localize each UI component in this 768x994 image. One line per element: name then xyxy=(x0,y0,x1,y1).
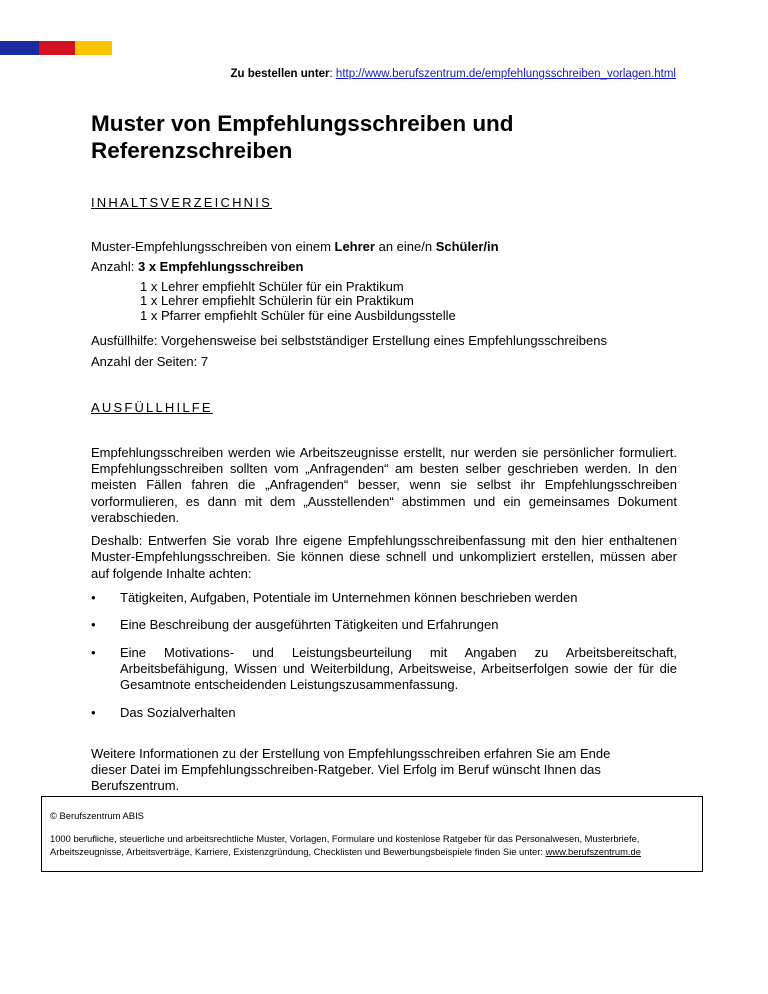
toc-letter-item: 1 x Lehrer empfiehlt Schülerin für ein Praktikum xyxy=(140,293,414,309)
toc-letter-item: 1 x Pfarrer empfiehlt Schüler für eine Ausbildungsstelle xyxy=(140,307,456,323)
bullet-icon: • xyxy=(91,704,96,720)
help-paragraph-1: Empfehlungsschreiben werden wie Arbeitszeugnisse erstellt, nur werden sie persönlicher formuliert. Empfehlungsschreiben sollten vom „Anfragenden“ am besten selber geschrieben werden. In den meisten Fällen fahren die „Anfragenden“ besser, wenn sie selbst ihr Empfehlungsschreiben vorformulieren, es dann mit dem „Ausstellenden“ abstimmen und ein gemeinsames Dokument verabschieden. xyxy=(91,444,677,525)
toc-count-value: 3 x Empfehlungsschreiben xyxy=(137,259,304,275)
list-item xyxy=(91,705,677,721)
list-item-text: Tätigkeiten, Aufgaben, Potentiale im Unternehmen können beschrieben werden xyxy=(120,590,578,606)
footer-copyright: © Berufszentrum ABIS xyxy=(50,810,144,821)
help-bullet-list xyxy=(91,590,677,721)
toc-intro xyxy=(91,239,677,255)
bullet-icon: • xyxy=(91,617,96,633)
toc-page-count: Anzahl der Seiten: 7 xyxy=(91,354,209,370)
help-closing-line3: Berufszentrum. xyxy=(91,778,180,794)
help-closing-line1: Weitere Informationen zu der Erstellung von Empfehlungsschreiben erfahren Sie am Ende xyxy=(91,745,611,761)
page-title xyxy=(91,110,677,164)
brand-bar-blue xyxy=(0,41,39,55)
order-label: Zu bestellen unter xyxy=(230,68,330,80)
page-title-line1: Muster von Empfehlungsschreiben und xyxy=(91,111,514,136)
order-link[interactable]: http://www.berufszentrum.de/empfehlungsschreiben_vorlagen.html xyxy=(335,68,676,80)
list-item xyxy=(91,645,677,694)
help-closing xyxy=(91,746,677,795)
help-paragraph-2: Deshalb: Entwerfen Sie vorab Ihre eigene Empfehlungsschreibenfassung mit den hier enthaltenen Muster-Empfehlungsschreiben. Sie können diese schnell und unkompliziert erstellen, müssen aber auf folgende Inhalte achten: xyxy=(91,533,677,581)
order-line xyxy=(230,68,676,80)
list-item-text: Eine Motivations- und Leistungsbeurteilung mit Angaben zu Arbeitsbereitschaft, Arbeitsbefähigung, Wissen und Weiterbildung, Arbeitsweise, Arbeitserfolgen sowie der für die Gesamtnote entscheidenden Leistungszusammenfassung. xyxy=(120,644,677,693)
footer-box xyxy=(41,796,703,872)
toc-letter-item: 1 x Lehrer empfiehlt Schüler für ein Praktikum xyxy=(140,278,404,294)
document-body xyxy=(91,110,677,795)
brand-color-bar xyxy=(0,41,112,55)
brand-bar-yellow xyxy=(75,41,112,55)
toc-intro-lehrer: Lehrer xyxy=(334,239,375,254)
order-separator: : xyxy=(329,68,336,80)
toc-letter-list xyxy=(140,280,677,324)
toc-intro-mid: an eine/n xyxy=(374,239,436,254)
bullet-icon: • xyxy=(91,590,96,606)
toc-intro-pre: Muster-Empfehlungsschreiben von einem xyxy=(91,239,335,254)
footer-link[interactable]: www.berufszentrum.de xyxy=(545,846,641,857)
toc-fill-help: Ausfüllhilfe: Vorgehensweise bei selbstständiger Erstellung eines Empfehlungsschreibens xyxy=(91,333,607,349)
page-title-line2: Referenzschreiben xyxy=(91,138,293,163)
brand-bar-red xyxy=(39,41,75,55)
toc-count xyxy=(91,259,677,275)
bullet-icon: • xyxy=(91,644,96,660)
toc-count-label: Anzahl: xyxy=(91,259,138,275)
help-heading: AUSFÜLLHILFE xyxy=(91,399,213,415)
list-item xyxy=(91,617,677,633)
toc-heading: INHALTSVERZEICHNIS xyxy=(91,195,272,210)
footer-line2 xyxy=(50,845,694,858)
toc-intro-schueler: Schüler/in xyxy=(435,239,499,254)
help-closing-line2: dieser Datei im Empfehlungsschreiben-Ratgeber. Viel Erfolg im Beruf wünscht Ihnen das xyxy=(91,762,601,778)
footer-line1: 1000 berufliche, steuerliche und arbeitsrechtliche Muster, Vorlagen, Formulare und kostenlose Ratgeber für das Personalwesen, Musterbriefe, xyxy=(50,833,640,844)
list-item-text: Eine Beschreibung der ausgeführten Tätigkeiten und Erfahrungen xyxy=(120,617,499,633)
list-item-text: Das Sozialverhalten xyxy=(120,704,236,720)
list-item xyxy=(91,590,677,606)
footer-line2-text: Arbeitszeugnisse, Arbeitsverträge, Karriere, Existenzgründung, Checklisten und Bewerbungsbeispiele finden Sie unter: xyxy=(50,846,546,857)
